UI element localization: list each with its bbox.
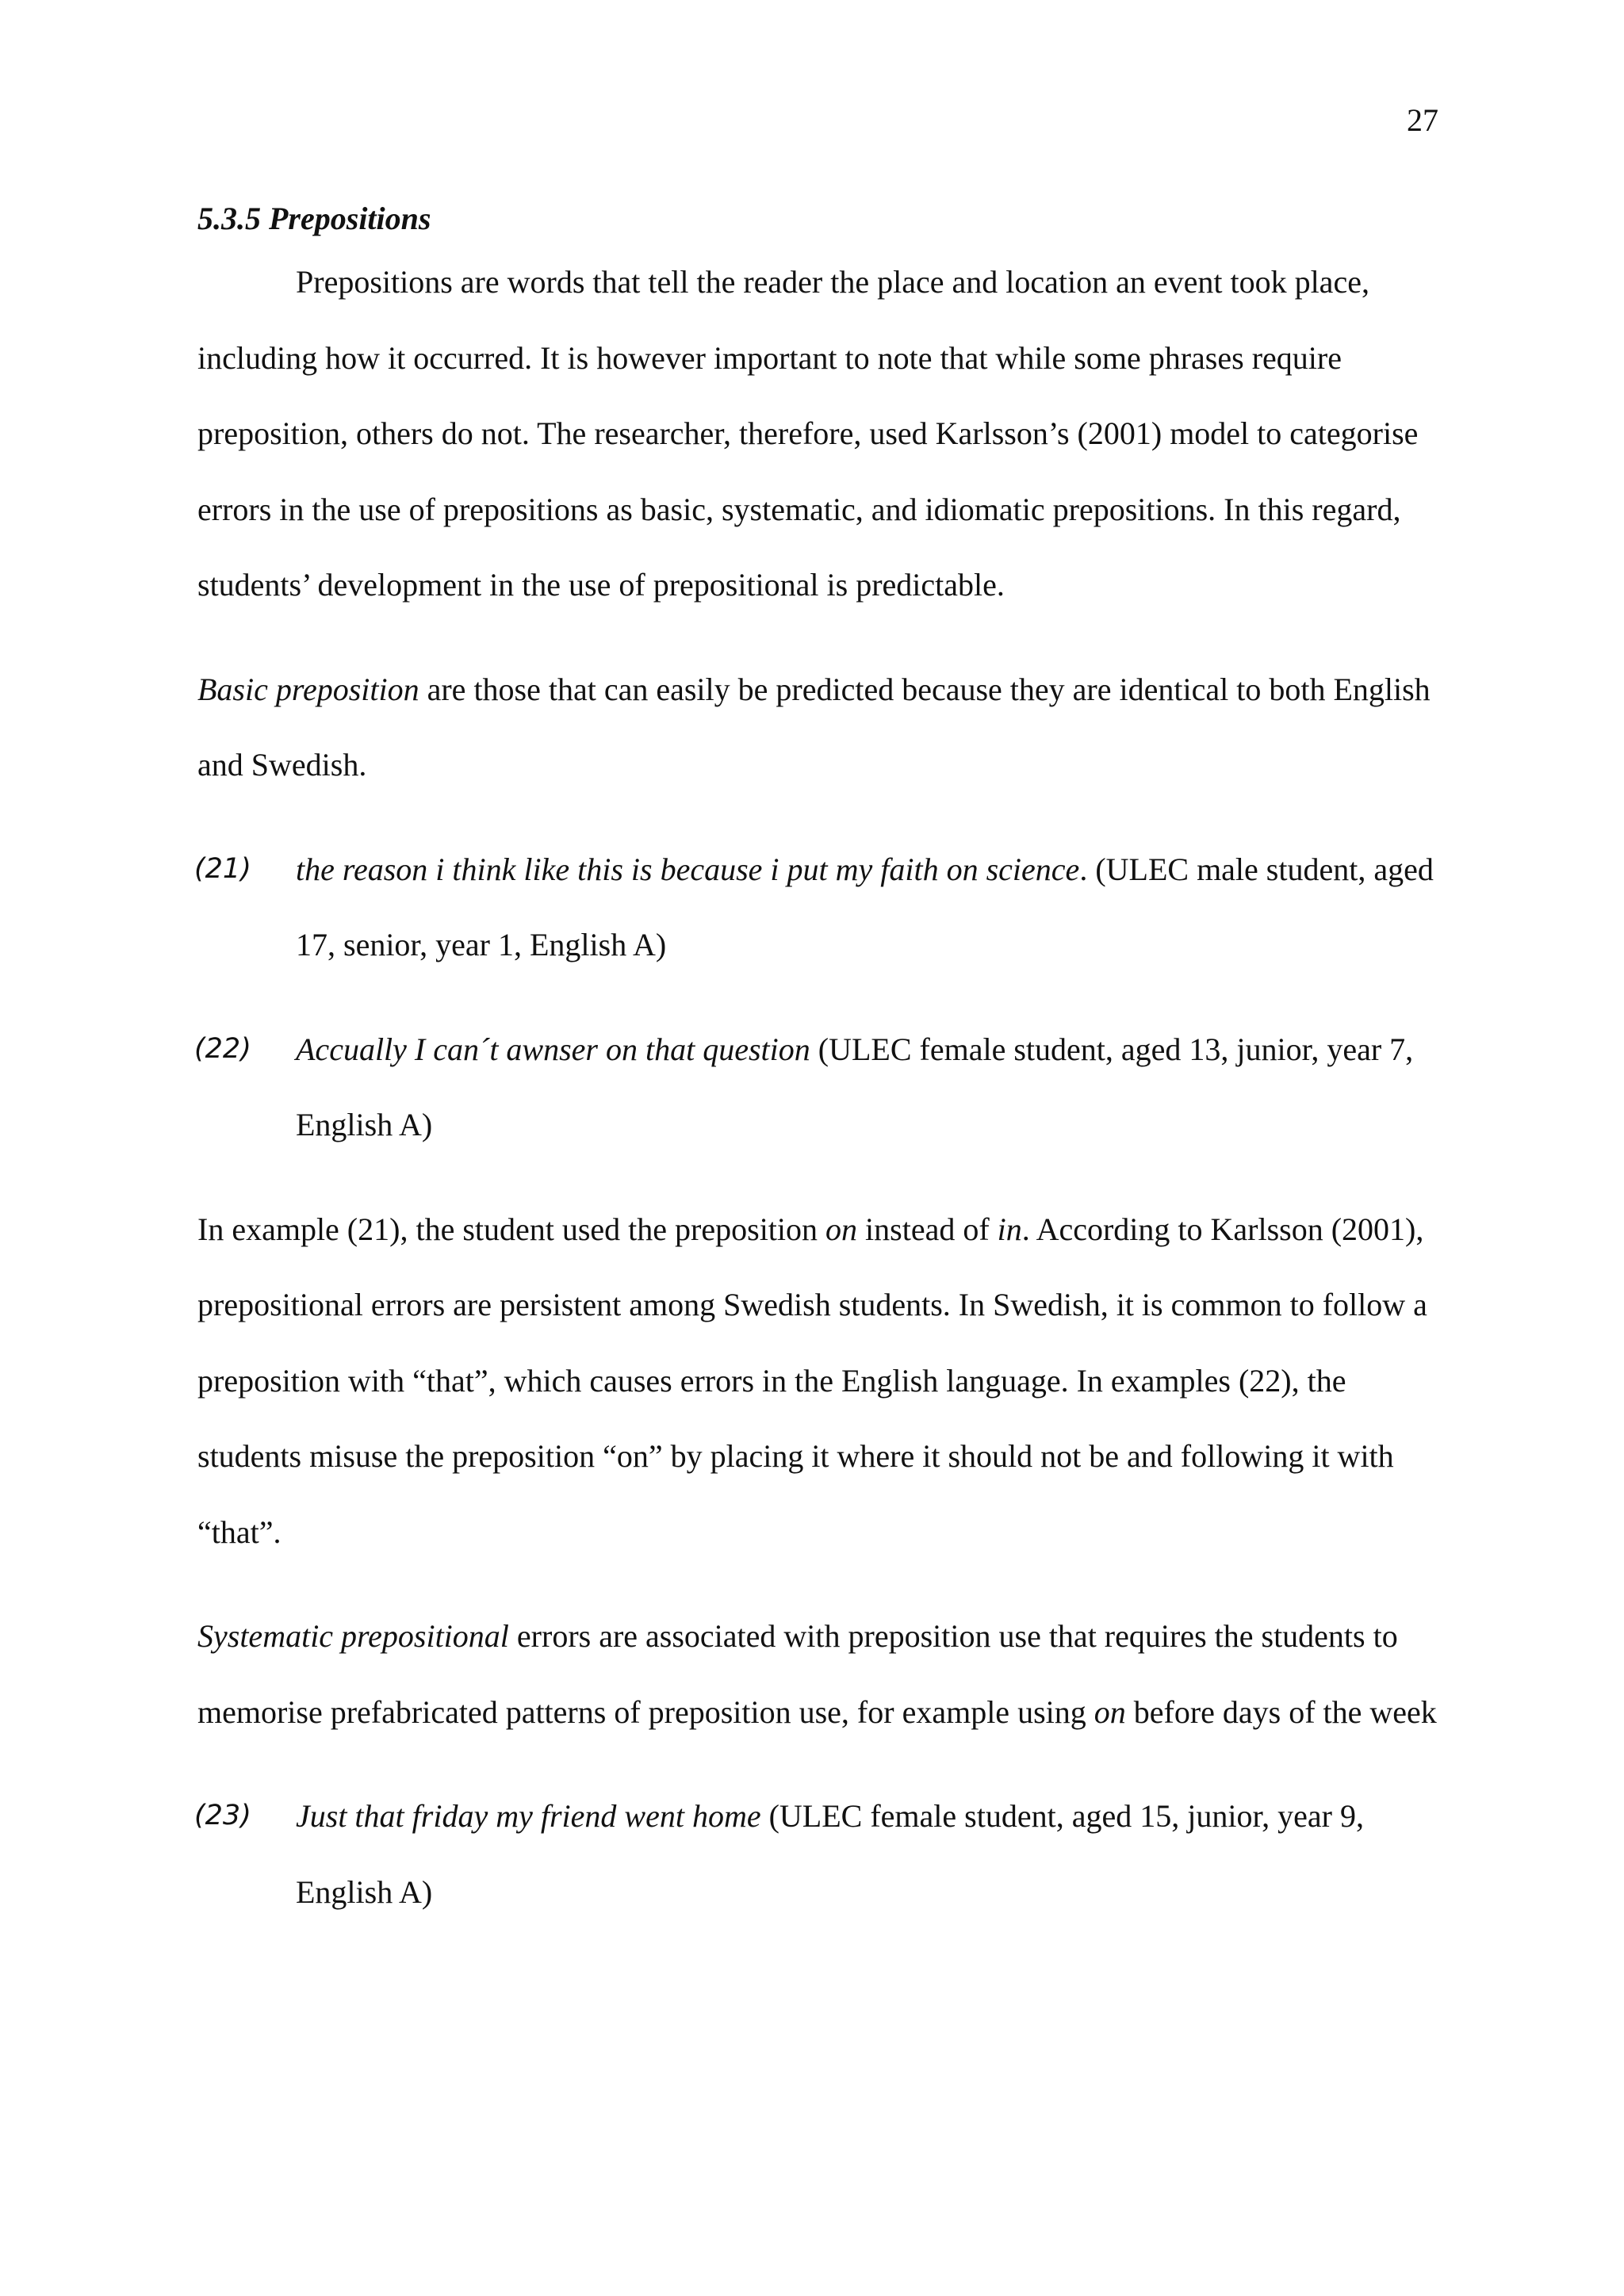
example-citation: (ULEC female student, aged 15, junior, year 9, English A) [296,1798,1364,1910]
discussion-text: In example (21), the student used the preposition [197,1211,826,1247]
basic-preposition-term: Basic preposition [197,671,419,707]
example-number: (23) [194,1800,251,1831]
example-22 [194,1012,1442,1163]
systematic-preposition-paragraph [197,1598,1442,1750]
page-number: 27 [1407,102,1438,138]
example-quote: the reason i think like this is because i put my faith on science [296,851,1080,887]
systematic-text: before days of the week [1125,1693,1437,1730]
example-21 [194,832,1442,983]
intro-paragraph: Prepositions are words that tell the reader the place and location an event took place, including how it occurred. It is however important to note that while some phrases require preposition, others do not. The researcher, therefore, used Karlsson’s (2001) model to categorise errors in the use of prepositions as basic, systematic, and idiomatic prepositions. In this regard, students’ development in the use of prepositional is predictable. [197,264,1419,603]
italic-word-on: on [1094,1693,1126,1730]
page-content [194,193,1442,1930]
discussion-text: . According to Karlsson (2001), prepositional errors are persistent among Swedish students. In Swedish, it is common to follow a preposition with “that”, which causes errors in the English language. In examples (22), the students misuse the preposition “on” by placing it where it should not be and following it with “that”. [197,1211,1427,1550]
section-heading: 5.3.5 Prepositions [197,201,431,236]
example-23 [194,1778,1442,1930]
discussion-text: instead of [857,1211,998,1247]
example-quote: Accually I can´t awnser on that question [296,1031,810,1067]
example-number: (22) [194,1032,251,1065]
basic-preposition-paragraph [197,652,1442,803]
systematic-preposition-term: Systematic prepositional [197,1618,509,1654]
italic-word-on: on [825,1211,858,1247]
example-citation: . (ULEC male student, aged 17, senior, year 1, English A) [296,851,1434,962]
example-citation: (ULEC female student, aged 13, junior, year 7, English A) [296,1031,1414,1142]
basic-preposition-text: are those that can easily be predicted because they are identical to both English and Swedish. [197,671,1431,783]
discussion-paragraph [197,1192,1442,1571]
systematic-text: errors are associated with preposition use that requires the students to memorise prefabricated patterns of preposition use, for example using [197,1618,1398,1730]
example-quote: Just that friday my friend went home [296,1798,761,1834]
italic-word-in: in [997,1211,1022,1247]
example-number: (21) [194,852,251,885]
